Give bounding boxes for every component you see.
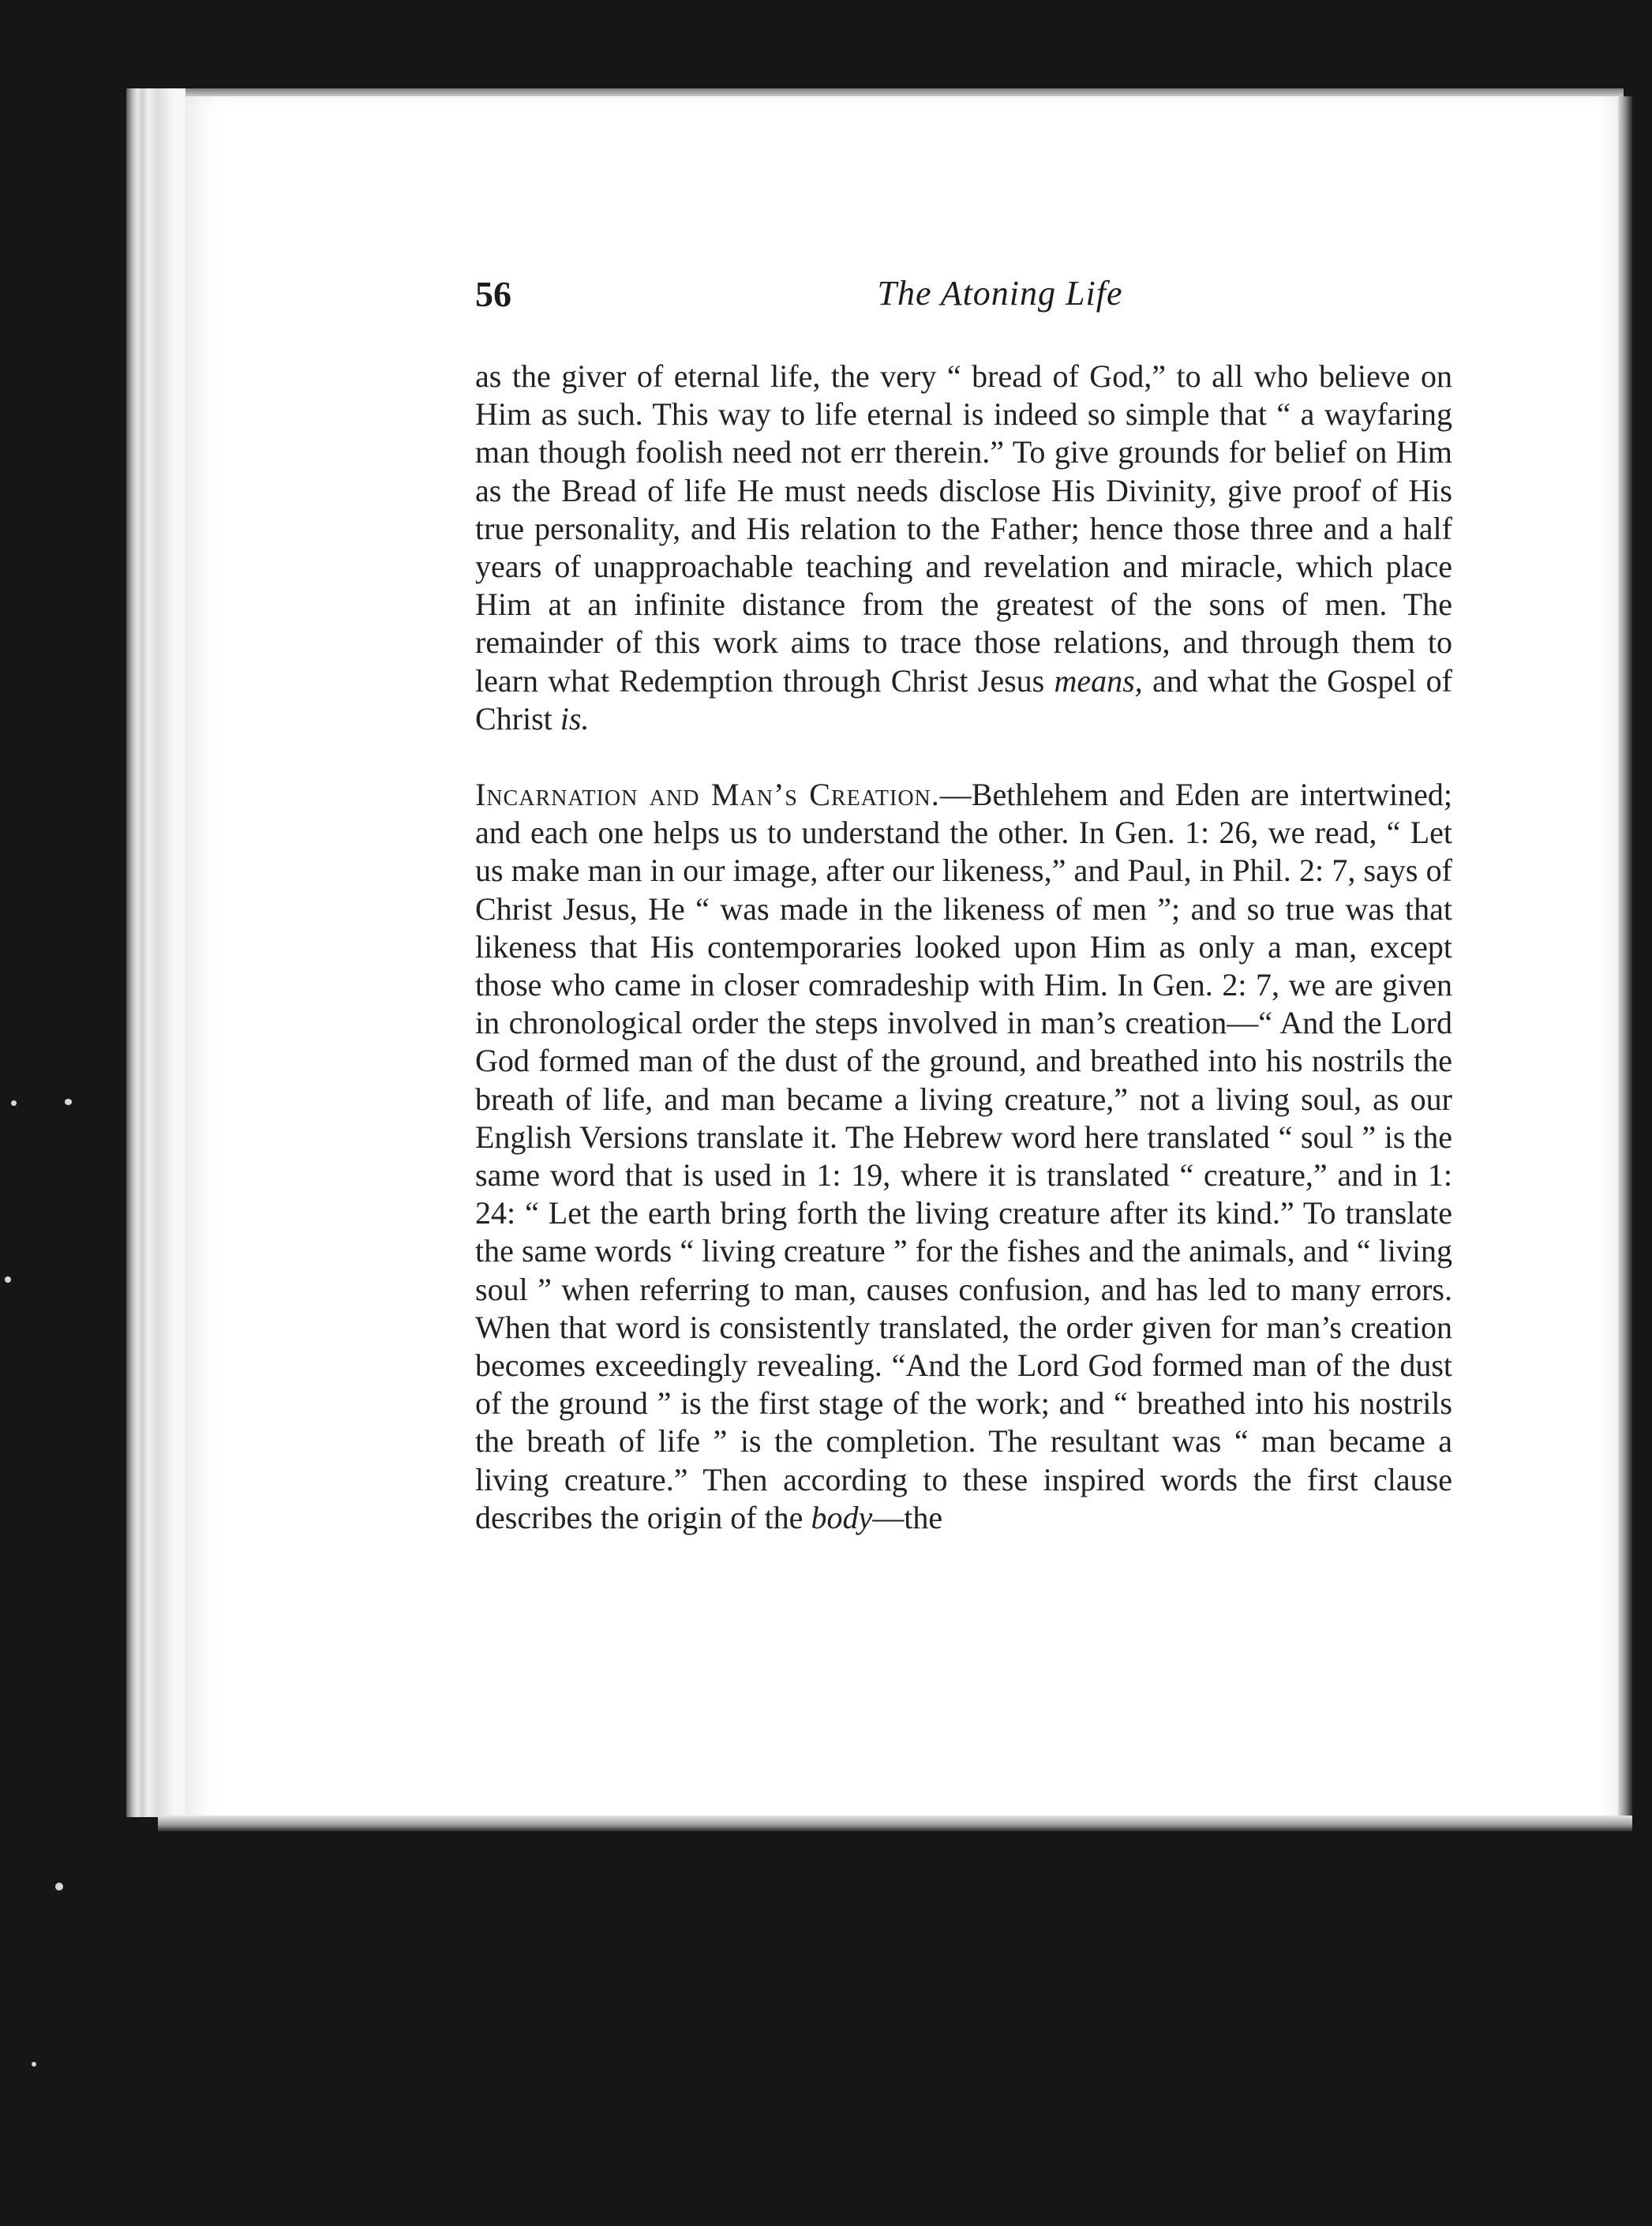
text-run: and what the Gospel of Christ [475, 662, 1453, 736]
dust-speck [32, 2062, 36, 2067]
paragraph-giver-of-life [475, 358, 1452, 738]
dust-speck [55, 1883, 63, 1891]
italic-run: body [811, 1499, 873, 1535]
dust-speck [5, 1276, 11, 1283]
page-bottom-edge [158, 1816, 1632, 1831]
running-title: The Atoning Life [877, 274, 1123, 313]
text-run: as the giver of eternal life, the very “ bread of God,” to all who believe on Him as such. This way to life eternal is indeed so simple that “ a wayfaring man though foolish need not err therein.” To give grounds for belief on Him as the Bread of life He must needs disclose His Divinity, give proof of His true personality, and His relation to the Father; hence those three and a half years of unapproachable teaching and revelation and miracle, which place Him at an infinite distance from the greatest of the sons of men. The remainder of this work aims to trace those relations, and through them to learn what Redemption through Christ Jesus [475, 358, 1452, 699]
text-run: —the [872, 1499, 943, 1535]
dust-speck [11, 1100, 17, 1106]
text-run: —Bethlehem and Eden are intertwined; and each one helps us to understand the other. In Gen. 1: 26, we read, “ Let us make man in our image, after our likeness,” and Paul, in Phil. 2: 7, says of Christ Jesus, He “ was made in the likeness of men ”; and so true was that likeness that His contemporaries looked upon Him as only a man, except those who came in closer comradeship with Him. In Gen. 2: 7, we are given in chronological order the steps involved in man’s creation—“ And the Lord God formed man of the dust of the ground, and breathed into his nostrils the breath of life, and man became a living creature,” not a living soul, as our English Versions translate it. The Hebrew word here translated “ soul ” is the same word that is used in 1: 19, where it is translated “ creature,” and in 1: 24: “ Let the earth bring forth the living creature after its kind.” To translate the same words “ living creature ” for the fishes and the animals, and “ living soul ” when referring to man, causes confusion, and has led to many errors. When that word is consistently translated, the order given for man’s creation becomes exceedingly revealing. “And the Lord God formed man of the dust of the ground ” is the first stage of the work; and “ breathed into his nostrils the breath of life ” is the completion. The resultant was “ man became a living creature.” Then according to these inspired words the first clause describes the origin of the [475, 777, 1452, 1535]
page-right-edge [1618, 96, 1632, 1829]
body-text [475, 358, 1452, 1537]
dust-speck [65, 1099, 72, 1105]
section-heading: Incarnation and Man’s Creation. [475, 777, 940, 813]
italic-run: means, [1054, 662, 1143, 699]
page-number: 56 [475, 274, 511, 314]
running-head [475, 273, 1454, 328]
italic-run: is. [560, 700, 590, 736]
paragraph-incarnation [475, 776, 1452, 1537]
